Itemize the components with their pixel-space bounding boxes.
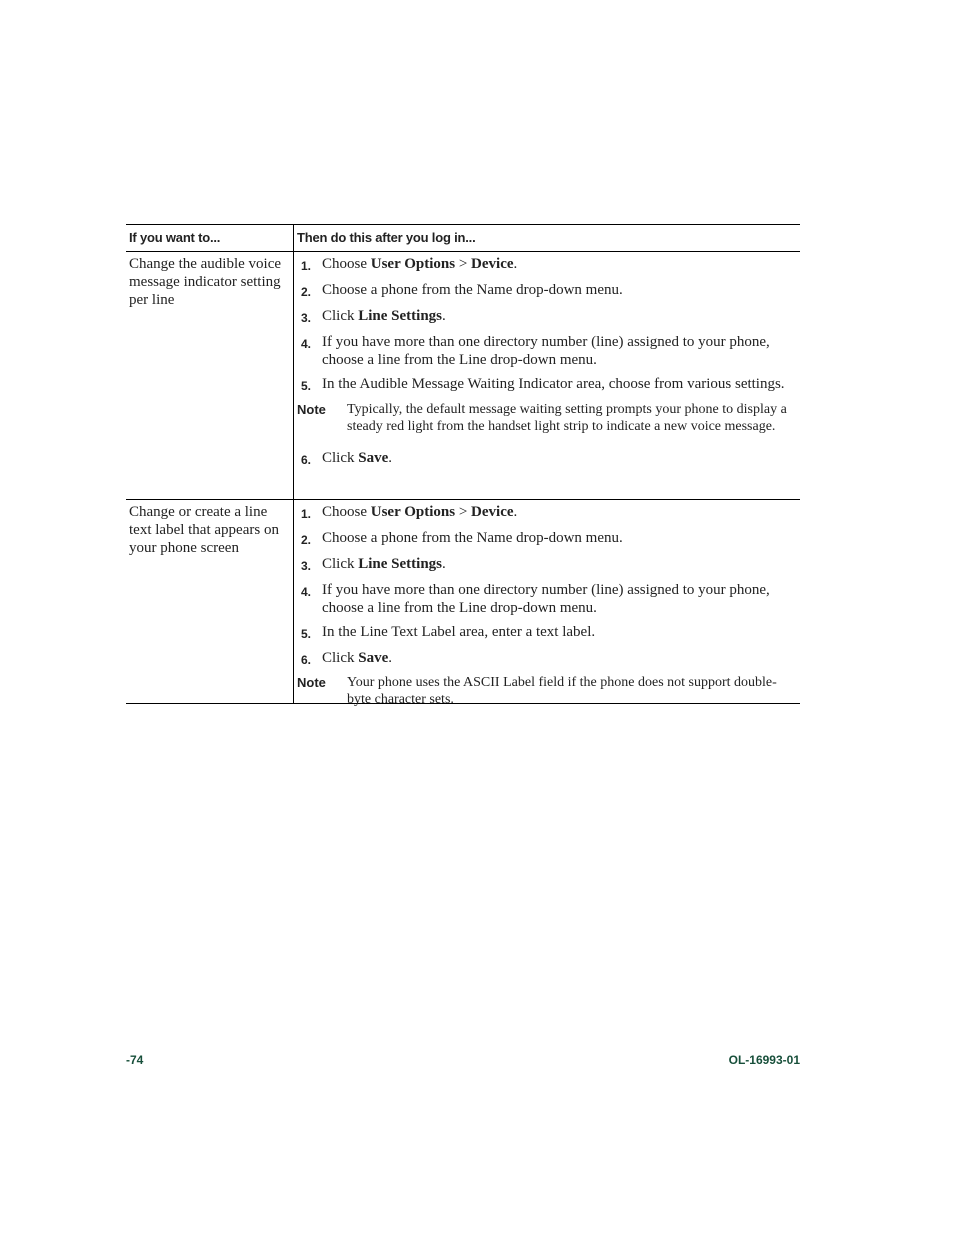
step-item	[297, 281, 794, 301]
task-description: Change or create a line text label that appears on your phone screen	[126, 500, 294, 703]
step-number: 3.	[301, 559, 312, 573]
note-text: Typically, the default message waiting setting prompts your phone to display a steady red light from the handset light strip to indicate a new voice message.	[347, 402, 787, 434]
step-item	[297, 623, 794, 643]
step-text: Click Line Settings.	[322, 556, 446, 572]
step-number: 2.	[301, 533, 312, 547]
note-label: Note	[297, 402, 326, 417]
step-number: 3.	[301, 311, 312, 325]
step-text: Choose a phone from the Name drop-down menu.	[322, 530, 623, 546]
header-if-you-want-to: If you want to...	[126, 225, 294, 251]
step-item	[297, 333, 794, 369]
step-item	[297, 255, 794, 275]
note-block	[297, 401, 794, 435]
step-text: Click Save.	[322, 450, 392, 466]
step-item	[297, 649, 794, 669]
note-block	[297, 674, 794, 708]
instructions-table	[126, 224, 800, 707]
step-item	[297, 449, 794, 469]
header-then-do-this: Then do this after you log in...	[297, 230, 476, 245]
note-label: Note	[297, 675, 326, 690]
step-text: Choose User Options > Device.	[322, 504, 518, 520]
step-text: If you have more than one directory number (line) assigned to your phone, choose a line from the Line drop-down menu.	[322, 334, 770, 368]
task-steps	[294, 500, 800, 707]
step-text: In the Audible Message Waiting Indicator area, choose from various settings.	[322, 376, 785, 392]
step-number: 5.	[301, 379, 312, 393]
table-row	[126, 499, 800, 707]
step-item	[297, 307, 794, 327]
step-number: 1.	[301, 507, 312, 521]
task-steps	[294, 252, 800, 499]
table-header-row	[126, 225, 800, 251]
step-text: Choose User Options > Device.	[322, 256, 518, 272]
step-item	[297, 503, 794, 523]
step-text: Choose a phone from the Name drop-down menu.	[322, 282, 623, 298]
step-item	[297, 375, 794, 395]
step-number: 4.	[301, 337, 312, 351]
step-text: Click Line Settings.	[322, 308, 446, 324]
step-number: 6.	[301, 453, 312, 467]
step-text: If you have more than one directory number (line) assigned to your phone, choose a line from the Line drop-down menu.	[322, 582, 770, 616]
step-number: 6.	[301, 653, 312, 667]
note-text: Your phone uses the ASCII Label field if the phone does not support double-byte character sets.	[347, 675, 777, 707]
step-text: In the Line Text Label area, enter a text label.	[322, 624, 596, 640]
step-number: 5.	[301, 627, 312, 641]
page-number: -74	[126, 1053, 144, 1067]
task-description: Change the audible voice message indicator setting per line	[126, 252, 294, 499]
step-item	[297, 529, 794, 549]
table-row	[126, 251, 800, 499]
step-text: Click Save.	[322, 650, 392, 666]
step-item	[297, 581, 794, 617]
step-number: 4.	[301, 585, 312, 599]
document-id: OL-16993-01	[728, 1053, 800, 1067]
step-item	[297, 555, 794, 575]
step-number: 2.	[301, 285, 312, 299]
step-number: 1.	[301, 259, 312, 273]
